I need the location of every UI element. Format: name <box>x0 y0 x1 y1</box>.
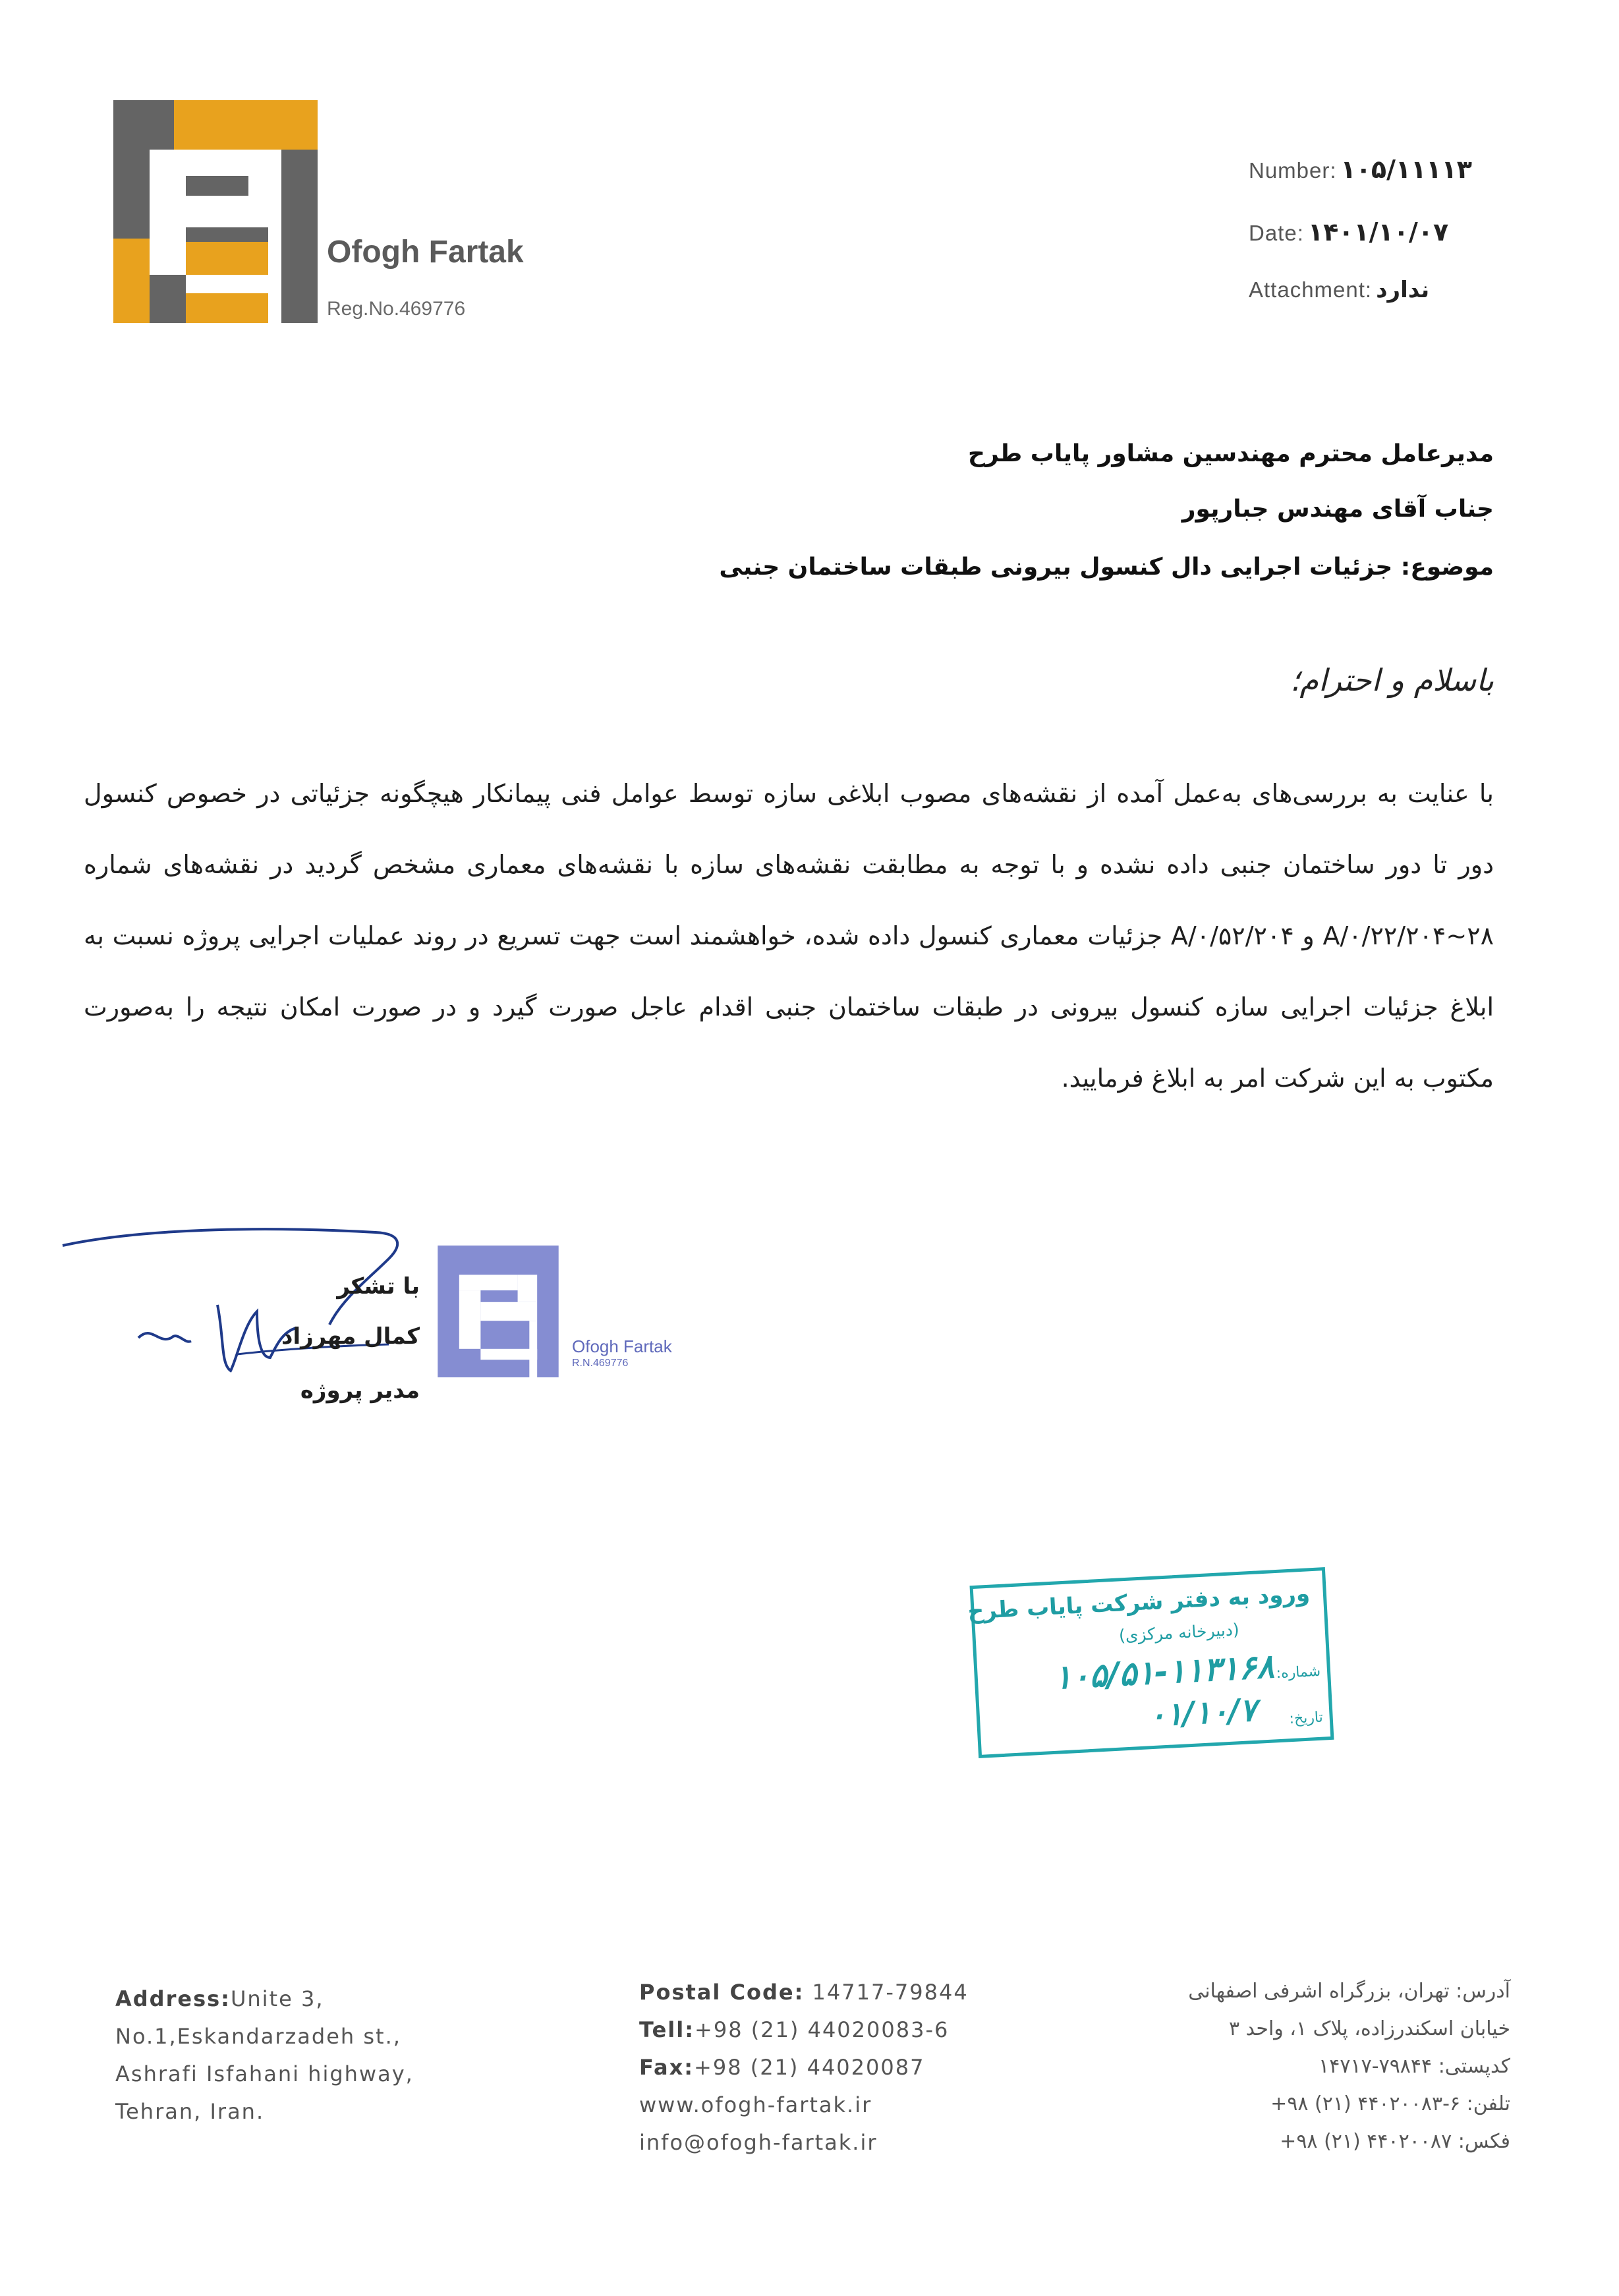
received-stamp <box>967 1567 1334 1758</box>
footer-address <box>115 1980 414 2131</box>
footer-fa-line-5: فکس: ۴۴۰۲۰۰۸۷ (۲۱) ۹۸+ <box>1280 2130 1510 2153</box>
footer-fa-line-2: خیابان اسکندرزاده، پلاک ۱، واحد ۳ <box>1228 2017 1510 2040</box>
footer-fax <box>639 2049 969 2086</box>
letter-attachment <box>1249 277 1429 303</box>
address-label: Address: <box>115 1986 231 2011</box>
address-line: Unite 3, <box>230 1986 324 2011</box>
letter-number <box>1249 155 1472 184</box>
footer-postal <box>639 1974 969 2011</box>
letter-body: با عنایت به بررسی‌های به‌عمل آمده از نقشه‌های مصوب ابلاغی سازه توسط عوامل فنی پیمانکار هیچگونه جزئیاتی در خصوص کنسول دور تا دور ساختمان جنبی داده نشده و با توجه به مطابقت نقشه‌های سازه با نقشه‌های معماری مشخص گردید در نقشه‌های شماره ۲۸~۲۰۴/A/۰/۲۲ و ۲۰۴/A/۰/۵۲ جزئیات معماری کنسول داده شده، خواهشمند است جهت تسریع در روند عملیات اجرایی پروژه نسبت به ابلاغ جزئیات اجرایی سازه کنسول بیرونی در طبقات ساختمان جنبی اقدام عاجل صورت گیرد و در صورت امکان نتیجه را به‌صورت مکتوب به این شرکت امر به ابلاغ فرمایید. <box>84 779 1494 1093</box>
number-label: Number: <box>1249 158 1337 183</box>
tel-value: +98 (21) 44020083-6 <box>695 2017 950 2042</box>
attachment-label: Attachment: <box>1249 277 1373 302</box>
tel-label: Tell: <box>639 2017 695 2042</box>
company-stamp-logo <box>430 1246 567 1377</box>
letter-date <box>1249 217 1448 246</box>
addressee-line-2: جناب آقای مهندس جبارپور <box>1181 496 1494 523</box>
signer-title: مدیر پروژه <box>300 1377 420 1404</box>
footer-website-link[interactable]: www.ofogh-fartak.ir <box>639 2092 872 2117</box>
footer-email-link[interactable]: info@ofogh-fartak.ir <box>639 2130 878 2155</box>
footer-contact <box>639 1974 969 2162</box>
footer-address-line-4: Tehran, Iran. <box>115 2099 265 2124</box>
received-stamp-date-label: تاریخ: <box>1288 1709 1324 1728</box>
received-stamp-number: ۱۰۵/۵۱-۱۱۳۱۶۸ <box>1053 1647 1276 1697</box>
footer-fa-line-4: تلفن: ۶-۴۴۰۲۰۰۸۳ (۲۱) ۹۸+ <box>1270 2092 1510 2115</box>
footer-address-line-2: No.1,Eskandarzadeh st., <box>115 2024 401 2049</box>
company-stamp-reg: R.N.469776 <box>572 1358 629 1369</box>
footer-address-fa <box>1188 1972 1510 2160</box>
letter-subject: موضوع: جزئیات اجرایی دال کنسول بیرونی طبقات ساختمان جنبی <box>719 554 1494 581</box>
footer-address-line-3: Ashrafi Isfahani highway, <box>115 2061 414 2086</box>
company-logo <box>113 100 318 323</box>
received-stamp-number-label: شماره: <box>1276 1663 1321 1682</box>
postal-label: Postal Code: <box>639 1980 805 2005</box>
footer-tel <box>639 2011 969 2049</box>
closing-thanks: با تشکر <box>337 1273 420 1300</box>
date-label: Date: <box>1249 221 1304 245</box>
fax-value: +98 (21) 44020087 <box>694 2055 925 2080</box>
footer-address-line-1 <box>115 1980 414 2018</box>
greeting: باسلام و احترام؛ <box>1290 662 1494 698</box>
attachment-value: ندارد <box>1376 277 1430 303</box>
addressee-line-1: مدیرعامل محترم مهندسین مشاور پایاب طرح <box>968 440 1494 467</box>
company-stamp-name: Ofogh Fartak <box>572 1336 672 1356</box>
received-stamp-date: ۰۱/۱۰/۷ <box>1147 1691 1258 1735</box>
company-name: Ofogh Fartak <box>327 235 524 270</box>
postal-value: 14717-79844 <box>812 1980 969 2005</box>
date-value: ۱۴۰۱/۱۰/۰۷ <box>1307 217 1449 246</box>
received-stamp-subtitle: (دبیرخانه مرکزی) <box>1118 1620 1240 1646</box>
fax-label: Fax: <box>639 2055 695 2080</box>
received-stamp-title: ورود به دفتر شرکت پایاب طرح <box>967 1580 1311 1625</box>
footer-fa-line-3: کدپستی: ۷۹۸۴۴-۱۴۷۱۷ <box>1319 2055 1510 2078</box>
registration-number: Reg.No.469776 <box>327 298 466 320</box>
number-value: ۱۰۵/۱۱۱۱۳ <box>1340 155 1472 184</box>
signer-name: کمال مهرزاد <box>281 1323 420 1350</box>
footer-fa-line-1: آدرس: تهران، بزرگراه اشرفی اصفهانی <box>1188 1980 1510 2003</box>
